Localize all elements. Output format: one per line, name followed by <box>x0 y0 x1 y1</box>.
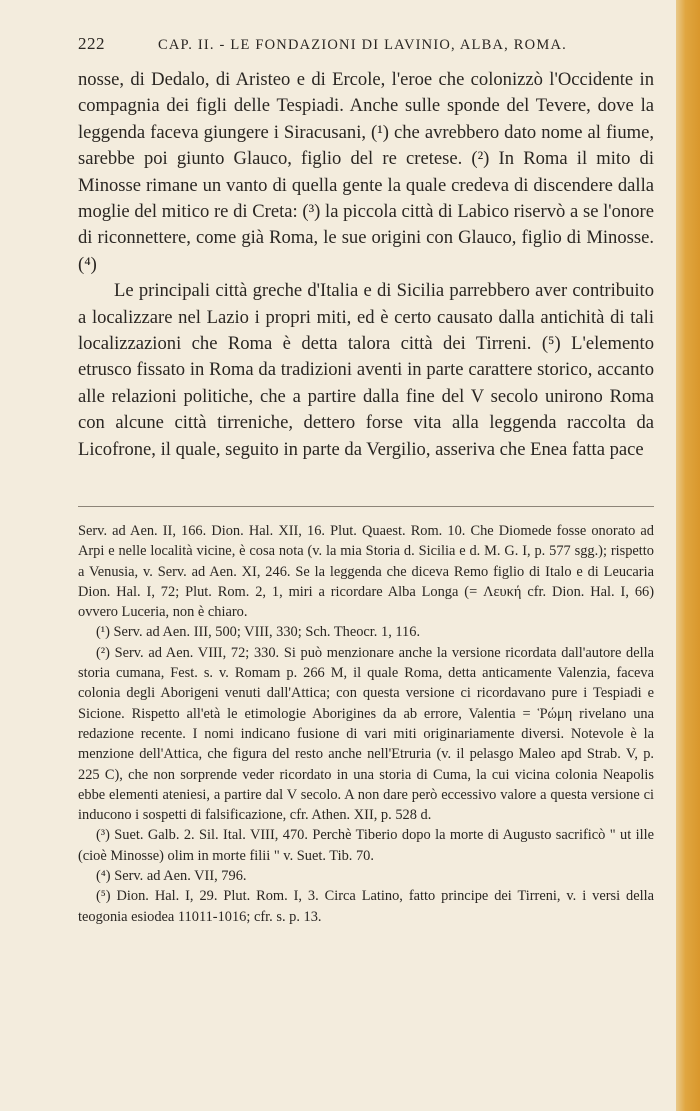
footnotes <box>78 521 654 927</box>
paragraph: nosse, di Dedalo, di Aristeo e di Ercole, l'eroe che colonizzò l'Occidente in compagnia dei figli delle Tespiadi. Anche sulle sponde del Tevere, dove la leggenda faceva giungere i Siracusani, (¹) che avrebbero dato nome al fiume, sarebbe poi giunto Glauco, figlio del re cretese. (²) In Roma il mito di Minosse rimane un vanto di quella gente la quale credeva di discendere dalla moglie del mitico re di Creta: (³) la piccola città di Labico riservò a se l'onore di riconnettere, come già Roma, le sue origini con Glauco, figlio di Minosse. (⁴) <box>78 69 654 275</box>
running-title: CAP. II. - LE FONDAZIONI DI LAVINIO, ALBA, ROMA. <box>158 37 567 53</box>
paragraph: Le principali città greche d'Italia e di Sicilia parrebbero aver contribuito a localizzare nel Lazio i propri miti, ed è certo causato dalla antichità di tali localizzazioni che Roma è detta talora città dei Tirreni. (⁵) L'elemento etrusco fissato in Roma da tradizioni aventi in parte carattere storico, accanto alle relazioni politiche, che a partire dalla fine del V secolo unirono Roma con alcune città tirreniche, dettero forse vita alla leggenda raccolta da Licofrone, il quale, seguito in parte da Vergilio, asseriva che Enea fatta pace <box>78 280 654 460</box>
page-edge <box>676 0 700 1111</box>
footnote-continuation: Serv. ad Aen. II, 166. Dion. Hal. XII, 16. Plut. Quaest. Rom. 10. Che Diomede fosse onorato ad Arpi e nelle località vicine, è cosa nota (v. la mia Storia d. Sicilia e d. M. G. I, p. 577 sgg.); rispetto a Venusia, v. Serv. ad Aen. XI, 246. Se la leggenda che diceva Remo figlio di Italo e di Leucaria Dion. Hal. I, 72; Plut. Rom. 2, 1, miri a ricordare Alba Longa (= Λευκή cfr. Dion. Hal. I, 66) ovvero Luceria, non è chiaro. <box>78 523 654 621</box>
footnote-2: (²) Serv. ad Aen. VIII, 72; 330. Si può menzionare anche la versione ricordata dall'autore della storia cumana, Fest. s. v. Romam p. 266 M, il quale Roma, detta anticamente Valenzia, faceva colonia degli Aborigeni venuti dall'Attica; con questa versione ci ricordavano pure i Tespiadi e Sicione. Rispetto all'età le etimologie Aborigines da ab errore, Valentia = Ῥώμη rivelano una redazione recente. I nomi indicano fusione di vari miti originariamente diversi. Notevole è la menzione dell'Attica, che figura del resto anche nell'Etruria (v. il pelasgo Maleo apd Strab. V, p. 225 C), che non sorprende veder ricordato in una storia di Cuma, la cui vicina colonia Neapolis ebbe elementi ateniesi, a partire dal V secolo. A non dare però eccessivo valore a questa versione ci inducono i sospetti di falsificazione, cfr. Athen. XII, p. 528 d. <box>78 644 654 824</box>
page-header <box>78 34 654 58</box>
main-text <box>78 67 654 463</box>
footnote-1: (¹) Serv. ad Aen. III, 500; VIII, 330; Sch. Theocr. 1, 116. <box>96 624 421 641</box>
footnote-5: (⁵) Dion. Hal. I, 29. Plut. Rom. I, 3. Circa Latino, fatto principe dei Tirreni, v. i versi della teogonia esiodea 11011-1016; cfr. s. p. 13. <box>78 888 654 925</box>
footnote-divider <box>78 506 654 507</box>
footnote-4: (⁴) Serv. ad Aen. VII, 796. <box>96 868 247 885</box>
page-number: 222 <box>78 34 105 53</box>
footnote-3: (³) Suet. Galb. 2. Sil. Ital. VIII, 470. Perchè Tiberio dopo la morte di Augusto sacrificò " ut ille (cioè Minosse) olim in morte filii " v. Suet. Tib. 70. <box>78 827 654 864</box>
